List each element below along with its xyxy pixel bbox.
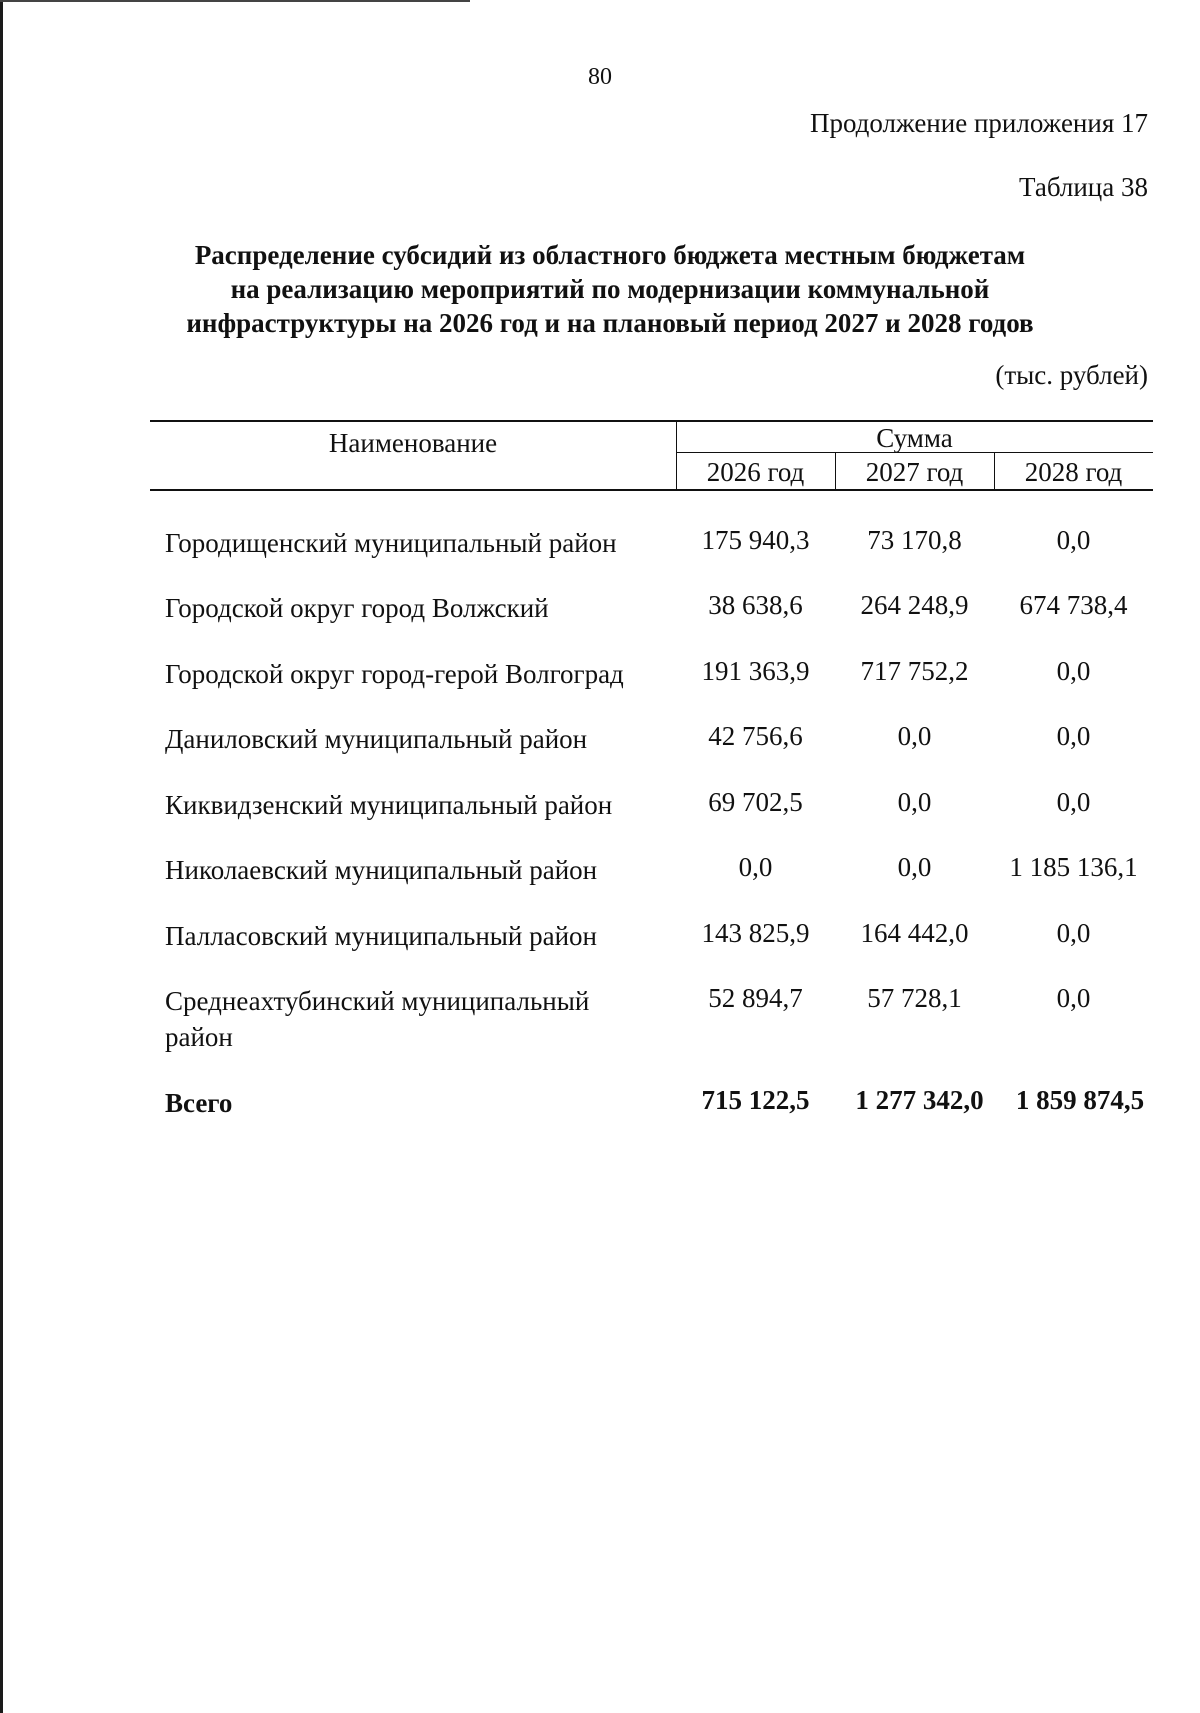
header-year-2027: 2027 год	[865, 457, 964, 487]
row-value-2027: 717 752,2	[860, 656, 969, 686]
document-title	[150, 238, 1070, 340]
row-value-2026: 191 363,9	[701, 656, 810, 686]
row-value-2028: 0,0	[1056, 656, 1091, 686]
row-value-2026: 52 894,7	[708, 983, 803, 1013]
row-value-2026: 143 825,9	[701, 918, 810, 948]
row-value-2028: 674 738,4	[1019, 590, 1128, 620]
title-line-2: на реализацию мероприятий по модернизации коммунальной	[230, 274, 990, 304]
header-bottom-rule	[150, 489, 1153, 491]
total-value-2026: 715 122,5	[701, 1085, 810, 1115]
row-value-2026: 69 702,5	[708, 787, 803, 817]
title-line-1: Распределение субсидий из областного бюджета местным бюджетам	[194, 240, 1026, 270]
total-value-2028: 1 859 874,5	[1015, 1085, 1145, 1115]
row-name: Городской округ город-герой Волгоград	[165, 659, 624, 689]
row-value-2027: 73 170,8	[867, 525, 962, 555]
scan-edge-left	[0, 0, 3, 1713]
row-value-2026: 42 756,6	[708, 721, 803, 751]
row-value-2027: 0,0	[897, 852, 932, 882]
title-line-3: инфраструктуры на 2026 год и на плановый период 2027 и 2028 годов	[186, 308, 1034, 338]
row-name: Даниловский муниципальный район	[165, 724, 588, 754]
header-year-2026: 2026 год	[706, 457, 805, 487]
row-name: Городищенский муниципальный район	[165, 528, 617, 558]
row-value-2026: 0,0	[738, 852, 773, 882]
table-number: Таблица 38	[1019, 172, 1148, 202]
row-value-2026: 175 940,3	[701, 525, 810, 555]
header-name: Наименование	[328, 428, 498, 458]
row-value-2028: 0,0	[1056, 721, 1091, 751]
header-top-rule	[150, 420, 1153, 422]
header-year-2028: 2028 год	[1024, 457, 1123, 487]
row-name: Палласовский муниципальный район	[165, 921, 597, 951]
row-value-2027: 57 728,1	[867, 983, 962, 1013]
row-name: Среднеахтубинский муниципальный район	[165, 986, 590, 1052]
units-label: (тыс. рублей)	[995, 360, 1148, 390]
row-value-2028: 1 185 136,1	[1009, 852, 1138, 882]
row-value-2026: 38 638,6	[708, 590, 803, 620]
total-label: Всего	[165, 1088, 233, 1118]
row-value-2028: 0,0	[1056, 525, 1091, 555]
page-number: 80	[588, 64, 612, 90]
row-value-2028: 0,0	[1056, 983, 1091, 1013]
row-value-2027: 264 248,9	[860, 590, 969, 620]
header-sum: Сумма	[876, 423, 953, 453]
total-value-2027: 1 277 342,0	[855, 1085, 984, 1115]
scan-edge-top	[0, 0, 470, 2]
row-value-2028: 0,0	[1056, 918, 1091, 948]
row-value-2027: 0,0	[897, 787, 932, 817]
appendix-continuation: Продолжение приложения 17	[809, 108, 1148, 138]
row-name: Киквидзенский муниципальный район	[165, 790, 613, 820]
row-name: Николаевский муниципальный район	[165, 855, 598, 885]
row-value-2028: 0,0	[1056, 787, 1091, 817]
row-value-2027: 164 442,0	[860, 918, 969, 948]
row-value-2027: 0,0	[897, 721, 932, 751]
row-name: Городской округ город Волжский	[165, 593, 549, 623]
